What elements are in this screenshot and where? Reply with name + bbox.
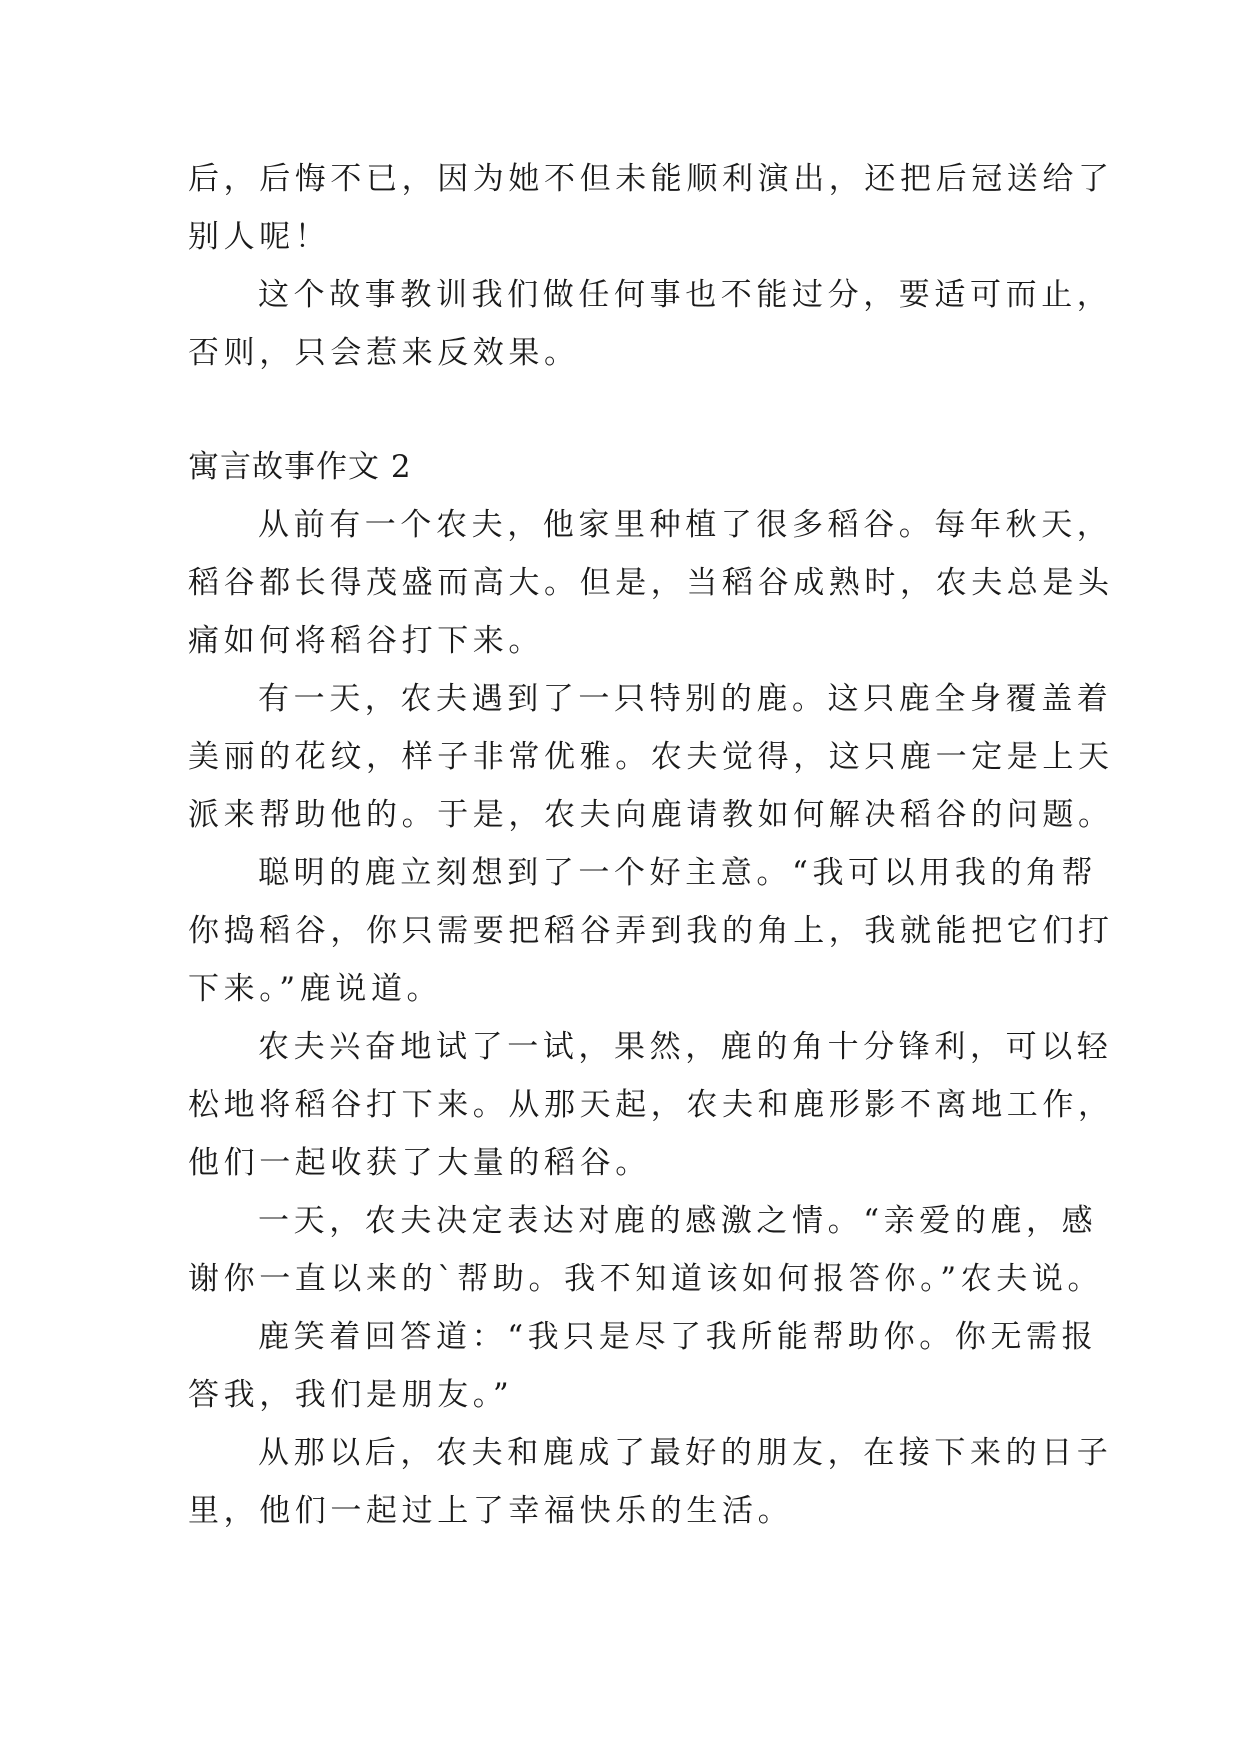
text-line: 后，后悔不已，因为她不但未能顺利演出，还把后冠送给了 <box>188 161 1114 197</box>
paragraph <box>188 670 1114 844</box>
text-line: 下来。”鹿说道。 <box>188 971 443 1007</box>
text-line: 从那以后，农夫和鹿成了最好的朋友，在接下来的日子 <box>258 1435 1113 1471</box>
paragraph <box>188 266 1113 382</box>
text-line: 从前有一个农夫，他家里种植了很多稻谷。每年秋天， <box>258 507 1113 543</box>
text-line: 否则，只会惹来反效果。 <box>188 335 580 371</box>
text-line: 派来帮助他的。于是，农夫向鹿请教如何解决稻谷的问题。 <box>188 797 1114 833</box>
paragraph <box>188 496 1114 670</box>
paragraph <box>188 1424 1113 1540</box>
text-line: 谢你一直以来的`帮助。我不知道该如何报答你。”农夫说。 <box>188 1261 1104 1297</box>
text-line: 一天，农夫决定表达对鹿的感激之情。“亲爱的鹿，感 <box>258 1203 1098 1239</box>
text-line: 稻谷都长得茂盛而高大。但是，当稻谷成熟时，农夫总是头 <box>188 565 1114 601</box>
text-line: 里，他们一起过上了幸福快乐的生活。 <box>188 1493 794 1529</box>
text-line: 美丽的花纹，样子非常优雅。农夫觉得，这只鹿一定是上天 <box>188 739 1114 775</box>
text-line: 农夫兴奋地试了一试，果然，鹿的角十分锋利，可以轻 <box>258 1029 1113 1065</box>
section-title: 寓言故事作文 2 <box>188 449 412 485</box>
spacer <box>188 382 1068 438</box>
paragraph <box>188 1018 1114 1192</box>
text-line: 鹿笑着回答道：“我只是尽了我所能帮助你。你无需报 <box>258 1319 1098 1355</box>
text-line: 答我，我们是朋友。” <box>188 1377 514 1413</box>
text-line: 聪明的鹿立刻想到了一个好主意。“我可以用我的角帮 <box>258 855 1098 891</box>
text-line: 痛如何将稻谷打下来。 <box>188 623 544 659</box>
paragraph <box>188 1192 1104 1308</box>
text-line: 你捣稻谷，你只需要把稻谷弄到我的角上，我就能把它们打 <box>188 913 1114 949</box>
paragraph <box>188 844 1114 1018</box>
paragraph <box>188 150 1114 266</box>
text-line: 别人呢！ <box>188 219 331 255</box>
text-line: 有一天，农夫遇到了一只特别的鹿。这只鹿全身覆盖着 <box>258 681 1113 717</box>
text-line: 他们一起收获了大量的稻谷。 <box>188 1145 651 1181</box>
paragraph <box>188 1308 1098 1424</box>
text-line: 松地将稻谷打下来。从那天起，农夫和鹿形影不离地工作， <box>188 1087 1114 1123</box>
document-body <box>188 150 1114 1540</box>
text-line: 这个故事教训我们做任何事也不能过分，要适可而止， <box>258 277 1113 313</box>
